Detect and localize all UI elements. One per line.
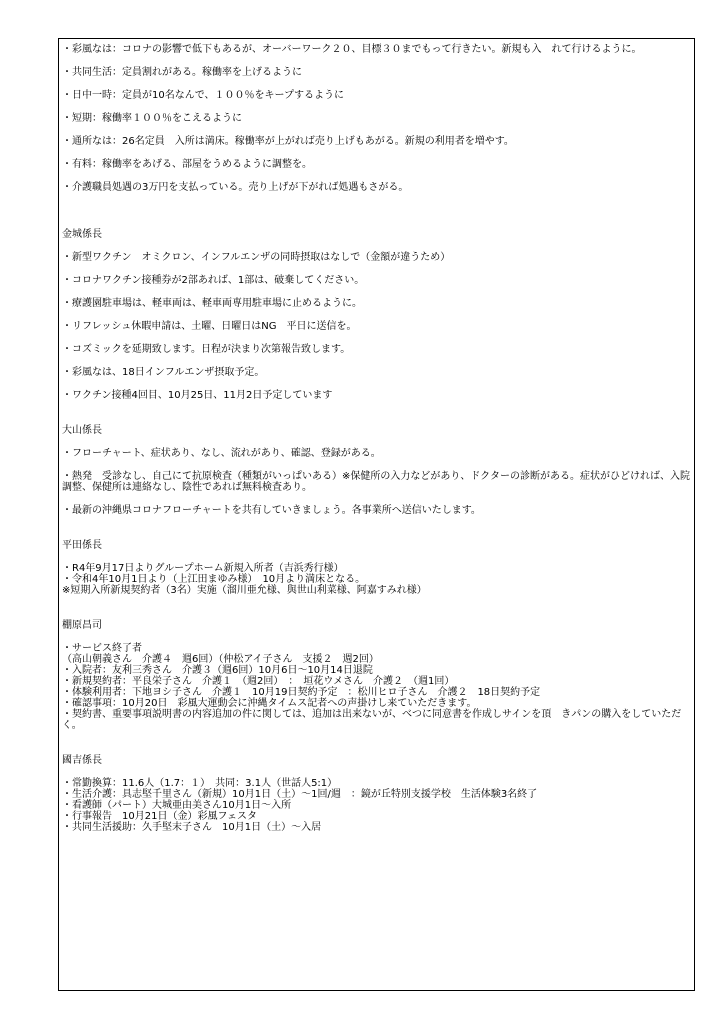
list-line: ・R4年9月17日よりグループホーム新規入所者（吉浜秀行様） xyxy=(62,563,344,574)
list-line: ・共同生活援助：久手堅末子さん 10月1日（土）～入居 xyxy=(62,822,322,833)
section-kuniyoshi xyxy=(62,755,690,833)
list-item: ・フローチャート、症状あり、なし、流れがあり、確認、登録がある。 xyxy=(62,448,381,459)
list-line: （高山朝義さん 介護４ 週6回）（仲松アイ子さん 支援２ 週2回） xyxy=(62,654,379,665)
list-line: ・入院者：友利三秀さん 介護３（週6回）10月6日～10月14日退院 xyxy=(62,665,373,676)
meeting-minutes-body xyxy=(62,44,690,833)
list-line: ・行事報告 10月21日（金）彩風フェスタ xyxy=(62,811,257,822)
section-heading: 國吉係長 xyxy=(62,755,102,766)
list-item: ・有料：稼働率をあげる、部屋をうめるように調整を。 xyxy=(62,159,312,170)
list-line: ・常勤換算：11.6人（1.7：１） 共同：3.1人（世話人5:1） xyxy=(62,778,338,789)
list-item: ・コズミックを延期致します。日程が決まり次第報告致します。 xyxy=(62,344,351,355)
list-line: ・看護師（パート）大城亜由美さん10月1日～入所 xyxy=(62,800,292,811)
section-kinjo xyxy=(62,229,690,401)
section-hirata xyxy=(62,540,690,596)
list-line: ※短期入所新規契約者（3名）実施（溜川亜允様、與世山利菜様、阿嘉すみれ様） xyxy=(62,585,427,596)
list-line: ・令和4年10月1日より（上江田まゆみ様） 10月より満床となる。 xyxy=(62,574,366,585)
list-item: ・最新の沖縄県コロナフローチャートを共有していきましょう。各事業所へ送信いたします。 xyxy=(62,505,481,516)
spacer xyxy=(62,528,690,540)
section-heading: 金城係長 xyxy=(62,229,102,240)
list-item: ・短期：稼働率１００％をこえるように xyxy=(62,113,242,124)
list-line: ・新規契約者：平良栄子さん 介護１ （週2回） ： 垣花ウメさん 介護２ （週1回） xyxy=(62,676,455,687)
list-item: ・熱発 受診なし、自己にて抗原検査（種類がいっぱいある）※保健所の入力などがあり、ドクターの診断がある。症状がひどければ、入院調整、保健所は連絡なし、陰性であれば無料検査あり。 xyxy=(62,471,690,493)
list-item: ・介護職員処遇の3万円を支払っている。売り上げが下がれば処遇もさがる。 xyxy=(62,182,409,193)
spacer xyxy=(62,731,690,755)
section-tanahara xyxy=(62,620,690,731)
list-item: ・コロナワクチン接種券が2部あれば、1部は、破棄してください。 xyxy=(62,275,365,286)
list-item: ・通所なは：26名定員 入所は満床。稼働率が上がれば売り上げもあがる。新規の利用者を増やす。 xyxy=(62,136,514,147)
section-heading: 棚原昌司 xyxy=(62,620,102,631)
section-heading: 大山係長 xyxy=(62,425,102,436)
list-line: ・生活介護：具志堅千里さん（新規）10月1日（土）～1回/週 ：鏡が丘特別支援学校 生活体験3名終了 xyxy=(62,789,538,800)
list-line: ・体験利用者：下地ヨシ子さん 介護１ 10月19日契約予定 ：松川ヒロ子さん 介護２ 18日契約予定 xyxy=(62,687,541,698)
list-item: ・共同生活：定員割れがある。稼働率を上げるように xyxy=(62,67,302,78)
list-line: ・確認事項：10月20日 彩風大運動会に沖縄タイムス記者への声掛けし来ていただきます。 xyxy=(62,698,477,709)
list-item: ・療護園駐車場は、軽車両は、軽車両専用駐車場に止めるように。 xyxy=(62,298,362,309)
spacer xyxy=(62,413,690,425)
list-item: ・ワクチン接種4回目、10月25日、11月2日予定しています xyxy=(62,390,333,401)
list-item: ・彩風なは、18日インフルエンザ摂取予定。 xyxy=(62,367,265,378)
list-item: ・日中一時：定員が10名なんで、１００％をキープするように xyxy=(62,90,345,101)
list-item: ・リフレッシュ休暇申請は、土曜、日曜日はNG 平日に送信を。 xyxy=(62,321,357,332)
spacer xyxy=(62,205,690,229)
spacer xyxy=(62,596,690,620)
section-oyama xyxy=(62,425,690,516)
list-item: ・新型ワクチン オミクロン、インフルエンザの同時摂取はなしで（金額が違うため） xyxy=(62,252,451,263)
list-line: ・サービス終了者 xyxy=(62,643,142,654)
section-heading: 平田係長 xyxy=(62,540,102,551)
list-item: ・彩風なは：コロナの影響で低下もあるが、オーバーワーク２０、目標３０までもって行きたい。新規も入 れて行けるように。 xyxy=(62,44,642,55)
list-line: ・契約書、重要事項説明書の内容追加の件に関しては、追加は出来ないが、べつに同意書を作成しサインを頂 きパンの購入をしていただく。 xyxy=(62,709,682,731)
intro-block xyxy=(62,44,690,193)
